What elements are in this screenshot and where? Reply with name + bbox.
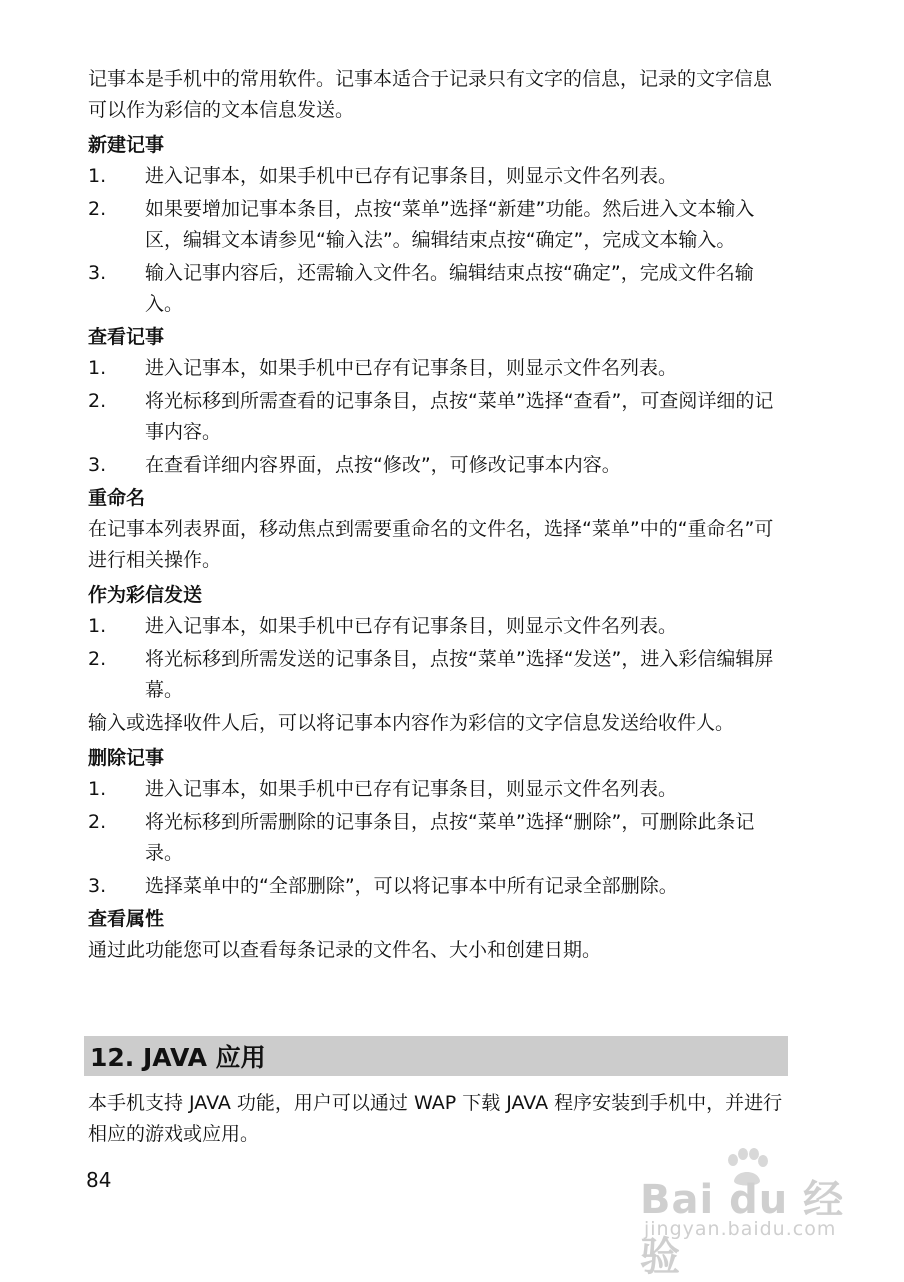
chapter-paragraph: 本手机支持 JAVA 功能，用户可以通过 WAP 下载 JAVA 程序安装到手机中，并进行相应的游戏或应用。: [88, 1092, 783, 1145]
heading-rename: 重命名: [88, 487, 146, 509]
list-item: 3. 在查看详细内容界面，点按“修改”，可修改记事本内容。: [88, 454, 621, 476]
send-mms-paragraph: 输入或选择收件人后，可以将记事本内容作为彩信的文字信息发送给收件人。: [88, 712, 735, 734]
list-item: 2. 如果要增加记事本条目，点按“菜单”选择“新建”功能。然后进入文本输入区，编辑文本请参见“输入法”。编辑结束点按“确定”，完成文本输入。: [88, 198, 755, 251]
heading-send-mms: 作为彩信发送: [88, 584, 203, 606]
intro-paragraph: 记事本是手机中的常用软件。记事本适合于记录只有文字的信息，记录的文字信息可以作为彩信的文本信息发送。: [88, 68, 773, 121]
list-item: 1. 进入记事本，如果手机中已存有记事条目，则显示文件名列表。: [88, 778, 678, 800]
heading-delete-note: 删除记事: [88, 747, 165, 769]
list-item: 2. 将光标移到所需删除的记事条目，点按“菜单”选择“删除”，可删除此条记录。: [88, 811, 755, 864]
list-item: 2. 将光标移到所需查看的记事条目，点按“菜单”选择“查看”，可查阅详细的记事内容。: [88, 390, 774, 443]
list-item: 1. 进入记事本，如果手机中已存有记事条目，则显示文件名列表。: [88, 357, 678, 379]
chapter-title: 12. JAVA 应用: [90, 1043, 266, 1072]
heading-properties: 查看属性: [88, 908, 165, 930]
chapter-heading-bar: [84, 1036, 788, 1076]
list-item: 3. 输入记事内容后，还需输入文件名。编辑结束点按“确定”，完成文件名输入。: [88, 262, 754, 315]
list-item: 1. 进入记事本，如果手机中已存有记事条目，则显示文件名列表。: [88, 615, 678, 637]
baidu-watermark: [640, 1148, 850, 1280]
watermark-logo: Bai du 经验: [640, 1177, 845, 1280]
list-item: 3. 选择菜单中的“全部删除”，可以将记事本中所有记录全部删除。: [88, 875, 678, 897]
rename-paragraph: 在记事本列表界面，移动焦点到需要重命名的文件名，选择“菜单”中的“重命名”可进行相关操作。: [88, 518, 774, 571]
list-item: 2. 将光标移到所需发送的记事条目，点按“菜单”选择“发送”，进入彩信编辑屏幕。: [88, 648, 774, 701]
properties-paragraph: 通过此功能您可以查看每条记录的文件名、大小和创建日期。: [88, 939, 602, 961]
watermark-url: jingyan.baidu.com: [644, 1218, 837, 1240]
page-number: 84: [86, 1168, 112, 1192]
heading-new-note: 新建记事: [88, 134, 165, 156]
page-content: [88, 64, 788, 970]
list-item: 1. 进入记事本，如果手机中已存有记事条目，则显示文件名列表。: [88, 165, 678, 187]
heading-view-note: 查看记事: [88, 326, 165, 348]
